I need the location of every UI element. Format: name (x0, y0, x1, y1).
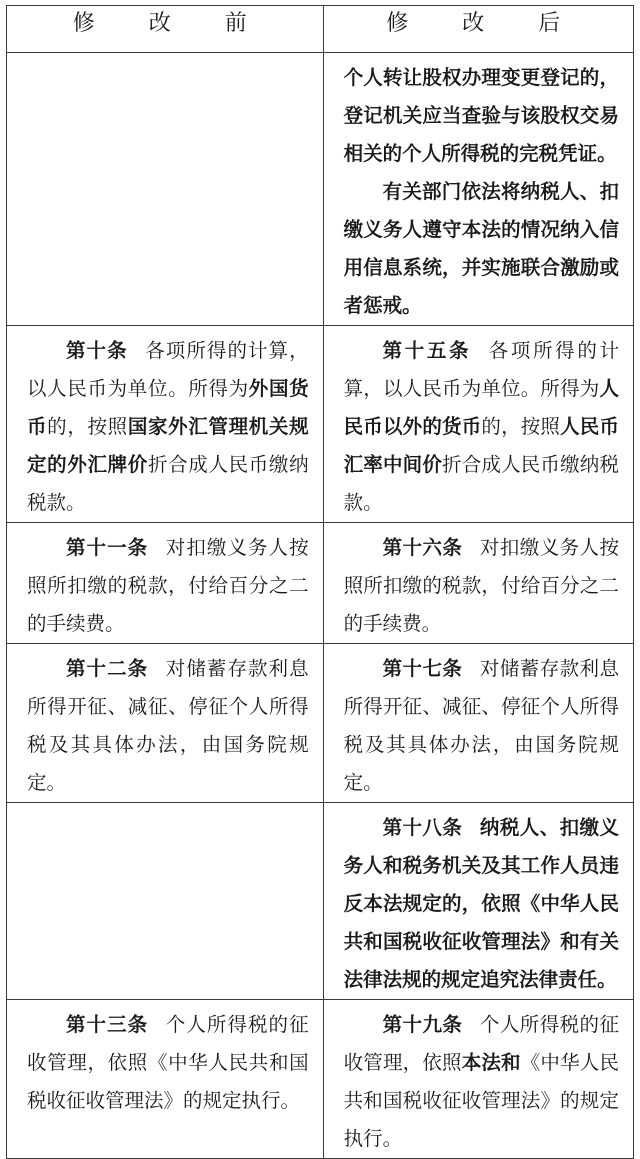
cell-after (323, 523, 633, 644)
paragraph (27, 1006, 309, 1120)
changed-text: 外国货币 (27, 377, 309, 438)
text-run: 对储蓄存款利息所得开征、减征、停征个人所得税及其具体办法，由国务院规定。 (27, 657, 309, 794)
paragraph: 有关部门依法将纳税人、扣缴义务人遵守本法的情况纳入信用信息系统，并实施联合激励或者惩戒。 (343, 180, 619, 317)
table-row (7, 1000, 634, 1159)
text-run: 《中华人民共和国税收征收管理法》的规定执行。 (343, 1051, 619, 1150)
article-number: 第十六条 (382, 536, 463, 559)
table-row (7, 326, 634, 523)
cell-before-empty (7, 803, 324, 1000)
changed-text: 本法和 (461, 1051, 521, 1074)
table-row (7, 803, 634, 1000)
paragraph (27, 332, 309, 522)
paragraph (344, 650, 619, 802)
changed-text: 人民币汇率中间价 (343, 415, 619, 476)
text-run: 的，按照 (481, 415, 561, 438)
text-run: 个人所得税的征收管理，依照 (343, 1013, 619, 1074)
cell-after (323, 803, 633, 1000)
text-run: 纳税人、扣缴义务人和税务机关及其工作人员违反本法规定的，依照《中华人民共和国税收征收管理法》和有关法律法规的规定追究法律责任。 (343, 816, 619, 991)
cell-before (7, 523, 324, 644)
text-run: 对扣缴义务人按照所扣缴的税款，付给百分之二的手续费。 (343, 536, 619, 635)
text-run: 折合成人民币缴纳税款。 (27, 453, 309, 514)
article-number: 第十二条 (66, 657, 149, 680)
text-run: 个人所得税的征收管理，依照《中华人民共和国税收征收管理法》的规定执行。 (27, 1013, 309, 1112)
changed-text: 国家外汇管理机关规定的外汇牌价 (27, 415, 309, 476)
paragraph (27, 650, 309, 802)
text-run: 各项所得的计算，以人民币为单位。所得为 (27, 339, 309, 400)
article-number: 第十条 (66, 339, 128, 362)
column-header-before: 修 改 前 (7, 6, 324, 53)
text-run: 各项所得的计算，以人民币为单位。所得为 (343, 339, 619, 400)
column-header-after: 修 改 后 (323, 6, 633, 53)
paragraph (344, 332, 619, 522)
text-run: 折合成人民币缴纳税款。 (343, 453, 619, 514)
paragraph (344, 1006, 619, 1158)
paragraph (27, 529, 309, 643)
text-run: 的，按照 (47, 415, 128, 438)
cell-before-empty (7, 53, 324, 326)
article-number: 第十三条 (66, 1013, 149, 1036)
header-row (7, 6, 634, 53)
text-run: 对扣缴义务人按照所扣缴的税款，付给百分之二的手续费。 (27, 536, 309, 635)
paragraph: 个人转让股权办理变更登记的，登记机关应当查验与该股权交易相关的个人所得税的完税凭证。 (343, 66, 619, 165)
paragraph (344, 529, 619, 643)
table-row (7, 523, 634, 644)
cell-after (323, 53, 633, 326)
paragraph (344, 809, 619, 999)
article-number: 第十五条 (382, 339, 472, 362)
cell-after (323, 644, 633, 803)
cell-before (7, 1000, 324, 1159)
changed-text: 人民币以外的货币 (343, 377, 619, 438)
cell-before (7, 644, 324, 803)
comparison-table (6, 5, 634, 1159)
article-number: 第十八条 (382, 816, 463, 839)
article-number: 第十九条 (382, 1013, 463, 1036)
cell-after (323, 326, 633, 523)
text-run: 对储蓄存款利息所得开征、减征、停征个人所得税及其具体办法，由国务院规定。 (343, 657, 619, 794)
table-row (7, 644, 634, 803)
table-row (7, 53, 634, 326)
article-number: 第十七条 (382, 657, 463, 680)
article-number: 第十一条 (66, 536, 149, 559)
cell-after (323, 1000, 633, 1159)
cell-before (7, 326, 324, 523)
